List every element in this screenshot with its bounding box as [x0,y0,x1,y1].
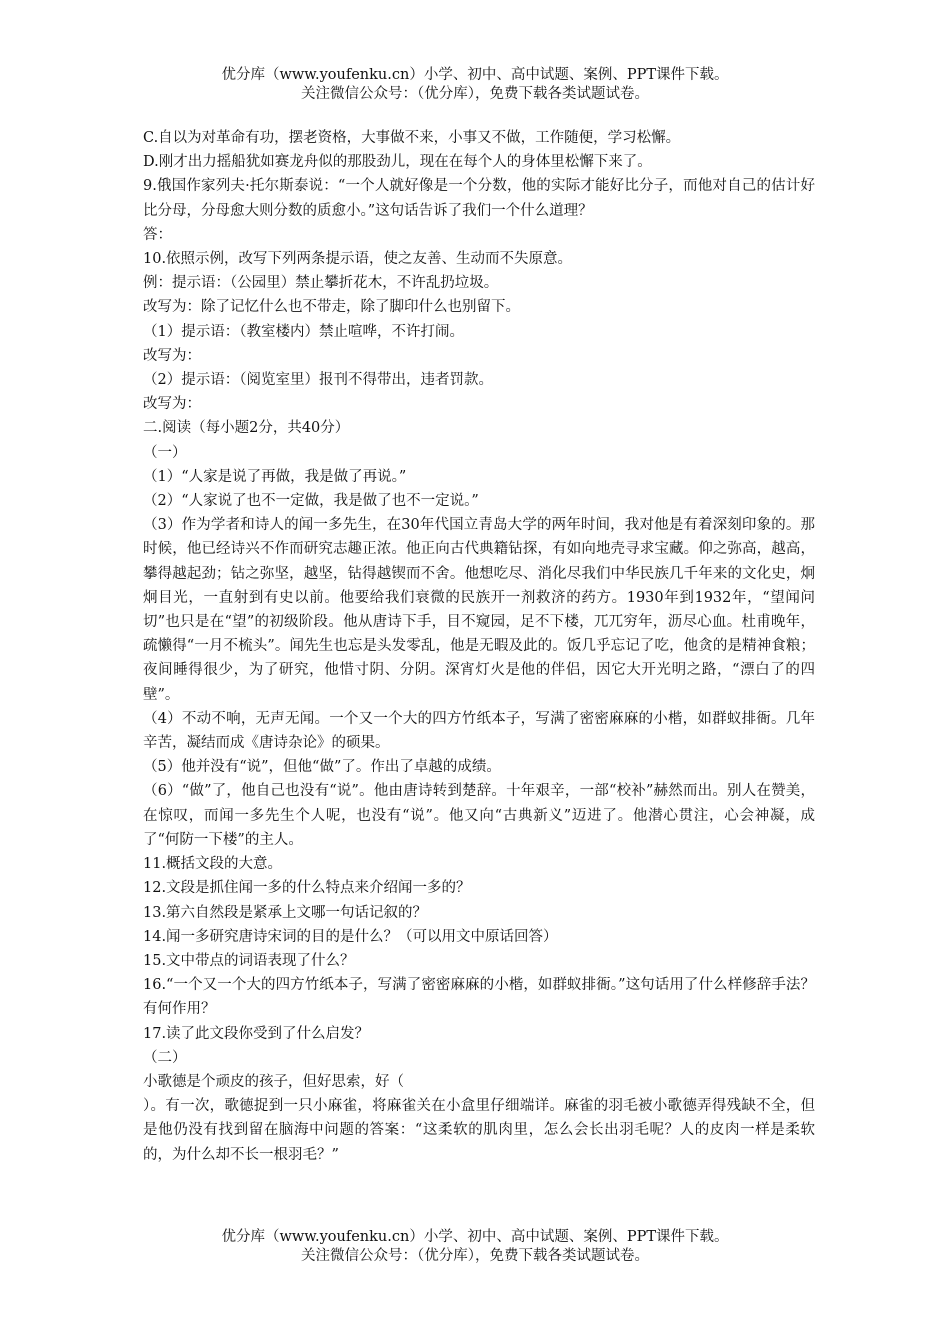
question-12: 12.文段是抓住闻一多的什么特点来介绍闻一多的？ [143,880,471,897]
prompt-1: （1）提示语：（教室楼内）禁止喧哗，不许打闹。 [143,323,464,340]
rewrite-1: 改写为： [143,347,201,364]
question-17: 17.读了此文段你受到了什么启发？ [143,1025,370,1042]
passage-paragraph-2: （2）“人家说了也不一定做，我是做了也不一定说。” [143,493,479,510]
passage-paragraph-6: （6）“做”了，他自己也没有“说”。他由唐诗转到楚辞。十年艰辛，一部“校补”赫然而出。别人在赞美，在惊叹，而闻一多先生个人呢，也没有“说”。他又向“古典新义”迈进了。他潜心贯注，心会神凝，成了“何防一下楼”的主人。 [143,783,815,848]
passage-paragraph-5: （5）他并没有“说”，但他“做”了。作出了卓越的成绩。 [143,759,501,776]
answer-label: 答： [143,226,172,243]
header-line-1: 优分库（www.youfenku.cn）小学、初中、高中试题、案例、PPT课件下载。 [221,67,729,83]
rewrite-2: 改写为： [143,396,201,413]
question-14: 14.闻一多研究唐诗宋词的目的是什么？（可以用文中原话回答） [143,928,558,945]
question-10: 10.依照示例，改写下列两条提示语，使之友善、生动而不失原意。 [143,251,573,268]
passage-1-label: （一） [143,444,187,461]
option-d: D.刚才出力摇船犹如赛龙舟似的那股劲儿，现在在每个人的身体里松懈下来了。 [143,154,652,171]
passage-2-label: （二） [143,1049,187,1066]
footer-line-1: 优分库（www.youfenku.cn）小学、初中、高中试题、案例、PPT课件下载。 [221,1229,729,1245]
header-line-2: 关注微信公众号：（优分库），免费下载各类试题试卷。 [301,86,649,102]
document-body [143,126,815,1167]
passage-paragraph-4: （4）不动不响，无声无闻。一个又一个大的四方竹纸本子，写满了密密麻麻的小楷，如群蚁排衙。几年辛苦，凝结而成《唐诗杂论》的硕果。 [143,710,815,752]
section-2-title: 二.阅读（每小题2分，共40分） [143,420,350,437]
passage-paragraph-1: （1）“人家是说了再做，我是做了再说。” [143,468,407,485]
passage-paragraph-3: （3）作为学者和诗人的闻一多先生，在30年代国立青岛大学的两年时间，我对他是有着深刻印象的。那时候，他已经诗兴不作而研究志趣正浓。他正向古代典籍钻探，有如向地壳寻求宝藏。仰之弥高，越高，攀得越起劲；钻之弥坚，越坚，钻得越锲而不舍。他想吃尽、消化尽我们中华民族几千年来的文化史，炯炯目光，一直射到有史以前。他要给我们衰微的民族开一剂救济的药方。1930年到1932年，“望闻问切”也只是在“望”的初级阶段。他从唐诗下手，目不窥园，足不下楼，兀兀穷年，沥尽心血。杜甫晚年，疏懒得“一月不梳头”。闻先生也忘是头发零乱，他是无暇及此的。饭几乎忘记了吃，他贪的是精神食粮；夜间睡得很少，为了研究，他惜寸阴、分阴。深宵灯火是他的伴侣，因它大开光明之路，“漂白了的四壁”。 [143,517,815,703]
prompt-2: （2）提示语：（阅览室里）报刊不得带出，违者罚款。 [143,372,493,389]
question-16: 16.“一个又一个大的四方竹纸本子，写满了密密麻麻的小楷，如群蚁排衙。”这句话用了什么样修辞手法？有何作用？ [143,977,815,1018]
page-header [0,66,950,104]
example-rewrite: 改写为：除了记忆什么也不带走，除了脚印什么也别留下。 [143,299,520,316]
footer-line-2: 关注微信公众号：（优分库），免费下载各类试题试卷。 [301,1248,649,1264]
question-15: 15.文中带点的词语表现了什么？ [143,952,355,969]
question-11: 11.概括文段的大意。 [143,856,283,873]
passage-2-line-2: ）。有一次，歌德捉到一只小麻雀，将麻雀关在小盒里仔细端详。麻雀的羽毛被小歌德弄得残缺不全，但是他仍没有找到留在脑海中问题的答案：“这柔软的肌肉里，怎么会长出羽毛呢？人的皮肉一样是柔软的，为什么却不长一根羽毛？” [143,1098,815,1163]
page-footer [0,1228,950,1266]
passage-2-line-1: 小歌德是个顽皮的孩子，但好思索，好（ [143,1073,404,1090]
option-c: C.自以为对革命有功，摆老资格，大事做不来，小事又不做，工作随便，学习松懈。 [143,130,681,146]
example-prompt: 例：提示语：（公园里）禁止攀折花木，不许乱扔垃圾。 [143,275,499,292]
question-13: 13.第六自然段是紧承上文哪一句话记叙的？ [143,904,428,921]
question-9: 9.俄国作家列夫·托尔斯泰说：“一个人就好像是一个分数，他的实际才能好比分子，而他对自己的估计好比分母，分母愈大则分数的质愈小。”这句话告诉了我们一个什么道理？ [143,178,815,219]
